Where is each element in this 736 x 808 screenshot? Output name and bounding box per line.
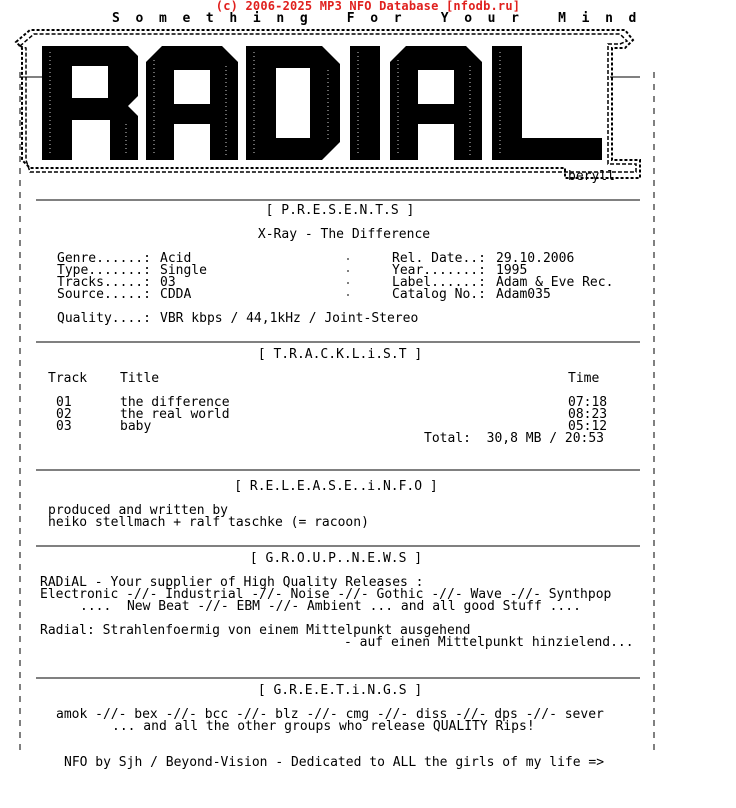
release-info-line: produced and written by [48, 503, 229, 518]
track-title: baby [120, 419, 152, 434]
presents-heading: [ P.R.E.S.E.N.T.S ] [265, 203, 415, 218]
quality-value: VBR kbps / 44,1kHz / Joint-Stereo [160, 311, 419, 326]
total-line: Total: 30,8 MB / 20:53 [424, 431, 605, 446]
tracklist-heading: [ T.R.A.C.K.L.i.S.T ] [257, 347, 423, 362]
logo-artist: beryll [568, 169, 615, 184]
info-value: 29.10.2006 [496, 251, 575, 266]
group-news-line: - auf einen Mittelpunkt hinzielend... [344, 635, 634, 650]
release-info-heading: [ R.E.L.E.A.S.E..i.N.F.O ] [234, 479, 438, 494]
group-news-line: Electronic -//- Industrial -//- Noise -//- Gothic -//- Wave -//- Synthpop [40, 587, 612, 602]
release-info-line: heiko stellmach + ralf taschke (= racoon) [48, 515, 369, 530]
group-news-line: RADiAL - Your supplier of High Quality Releases : [40, 575, 424, 590]
info-label: Type.......: [57, 263, 151, 278]
track-title: the difference [120, 395, 230, 410]
group-news-line: .... New Beat -//- EBM -//- Ambient ... and all good Stuff .... [80, 599, 581, 614]
info-value: Acid [160, 251, 192, 266]
footer-credit: NFO by Sjh / Beyond-Vision - Dedicated to ALL the girls of my life => [64, 755, 605, 770]
group-news-line: Radial: Strahlenfoermig von einem Mittelpunkt ausgehend [40, 623, 471, 638]
greetings-line: ... and all the other groups who release QUALITY Rips! [112, 719, 535, 734]
info-value: 1995 [496, 263, 528, 278]
info-label: Catalog No.: [392, 287, 486, 302]
tagline: S o m e t h i n g F o r Y o u r M i n d [112, 11, 637, 26]
track-number: 02 [56, 407, 72, 422]
group-news-heading: [ G.R.O.U.P..N.E.W.S ] [249, 551, 423, 566]
col-time: Time [568, 371, 600, 386]
info-value: Single [160, 263, 207, 278]
col-track: Track [48, 371, 88, 386]
info-label: Source.....: [57, 287, 151, 302]
info-label: Tracks.....: [57, 275, 151, 290]
nfo-frame [20, 72, 654, 755]
track-title: the real world [120, 407, 230, 422]
info-label: Year.......: [392, 263, 486, 278]
radial-logo [0, 0, 640, 184]
greetings-heading: [ G.R.E.E.T.i.N.G.S ] [257, 683, 423, 698]
track-time: 08:23 [568, 407, 608, 422]
info-value: Adam & Eve Rec. [496, 275, 614, 290]
info-value: CDDA [160, 287, 192, 302]
greetings-line: amok -//- bex -//- bcc -//- blz -//- cmg -//- diss -//- dps -//- sever [56, 707, 604, 722]
track-time: 05:12 [568, 419, 608, 434]
track-time: 07:18 [568, 395, 608, 410]
track-number: 01 [56, 395, 72, 410]
info-label: Rel. Date..: [392, 251, 486, 266]
info-value: Adam035 [496, 287, 551, 302]
release-title: X-Ray - The Difference [257, 227, 431, 242]
nfo-content [40, 203, 634, 770]
copyright-header[interactable]: (c) 2006-2025 MP3 NFO Database [nfodb.ru] [215, 0, 521, 13]
col-title: Title [120, 371, 160, 386]
quality-label: Quality....: [57, 311, 151, 326]
info-label: Genre......: [57, 251, 151, 266]
track-number: 03 [56, 419, 72, 434]
info-value: 03 [160, 275, 176, 290]
info-label: Label......: [392, 275, 486, 290]
